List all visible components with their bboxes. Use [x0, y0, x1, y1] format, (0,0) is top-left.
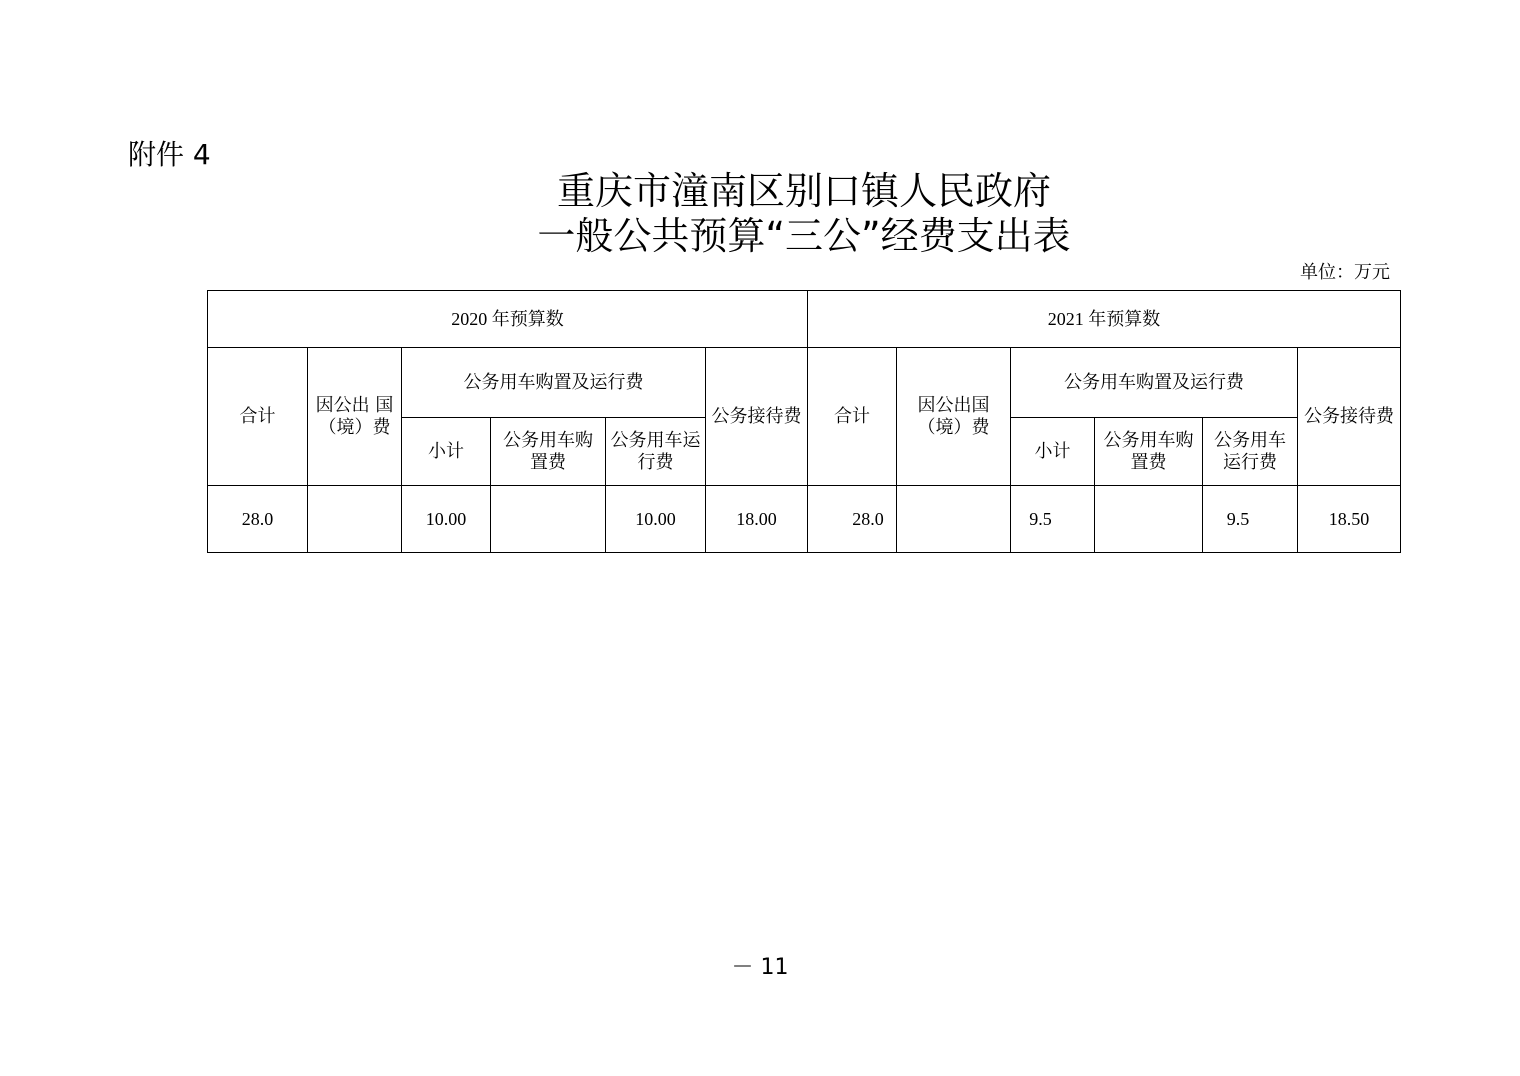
- header-reception-2021: 公务接待费: [1298, 348, 1401, 486]
- cell-total-2020: 28.0: [208, 486, 308, 553]
- cell-reception-2021: 18.50: [1298, 486, 1401, 553]
- page-subtitle: 一般公共预算“三公”经费支出表: [537, 214, 1071, 258]
- attachment-label: 附件 4: [128, 138, 211, 171]
- unit-label: 单位：万元: [1300, 262, 1390, 282]
- cell-operation-2021: 9.5: [1203, 486, 1298, 553]
- cell-purchase-2021: [1095, 486, 1203, 553]
- header-total-2020: 合计: [208, 348, 308, 486]
- header-total-2021: 合计: [808, 348, 897, 486]
- cell-subtotal-2021: 9.5: [1011, 486, 1095, 553]
- cell-operation-2020: 10.00: [606, 486, 706, 553]
- cell-abroad-2021: [897, 486, 1011, 553]
- header-abroad-2021: 因公出国（境）费: [897, 348, 1011, 486]
- header-2021: 2021 年预算数: [808, 291, 1401, 348]
- page-number: － 11: [731, 955, 789, 980]
- header-2020: 2020 年预算数: [208, 291, 808, 348]
- cell-abroad-2020: [308, 486, 402, 553]
- budget-table: [207, 290, 1401, 553]
- page-title: 重庆市潼南区别口镇人民政府: [556, 169, 1051, 213]
- header-operation-2021: 公务用车运行费: [1203, 418, 1298, 486]
- header-abroad-2020: 因公出 国（境）费: [308, 348, 402, 486]
- cell-reception-2020: 18.00: [706, 486, 808, 553]
- header-subtotal-2020: 小计: [402, 418, 491, 486]
- header-reception-2020: 公务接待费: [706, 348, 808, 486]
- header-vehicle-2021: 公务用车购置及运行费: [1011, 348, 1298, 418]
- table-row: [208, 486, 1401, 553]
- cell-purchase-2020: [491, 486, 606, 553]
- header-operation-2020: 公务用车运行费: [606, 418, 706, 486]
- header-purchase-2021: 公务用车购置费: [1095, 418, 1203, 486]
- header-subtotal-2021: 小计: [1011, 418, 1095, 486]
- cell-total-2021: 28.0: [808, 486, 897, 553]
- cell-subtotal-2020: 10.00: [402, 486, 491, 553]
- header-vehicle-2020: 公务用车购置及运行费: [402, 348, 706, 418]
- header-purchase-2020: 公务用车购置费: [491, 418, 606, 486]
